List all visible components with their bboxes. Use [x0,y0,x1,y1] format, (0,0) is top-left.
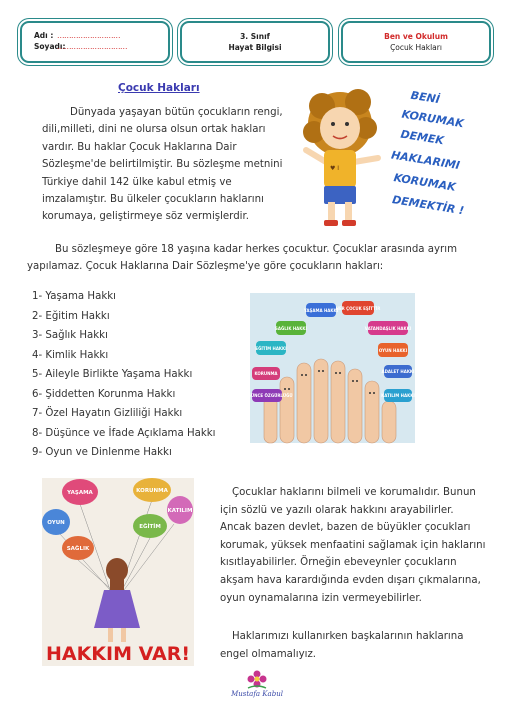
topic-label: Çocuk Hakları [390,43,442,52]
rights-list [32,287,216,463]
bubble-label: OYUN HAKKI [378,348,408,353]
bubble-label: KORUNMA [254,371,278,376]
surname-blank[interactable]: ………………………… [57,42,127,51]
rights-list-item: 4- Kimlik Hakkı [32,349,109,361]
page-title: Çocuk Hakları [118,82,200,94]
child-illustration [300,84,496,234]
balloon-label: KATILIM [167,508,193,514]
flower-icon [212,668,302,690]
bubble-label: HER ÇOCUK EŞİTTİR [335,306,381,311]
intro-paragraph: Dünyada yaşayan bütün çocukların rengi, dili,milleti, dini ne olursa olsun ortak hakları vardır. Bu haklar Çocuk Haklarına Dair Sözleşme'de belirtilmiştir. Bu sözleşme metnini Türkiye dahil 142 ülke kabul etmiş ve imzalamıştır. Bu ülkeler çocukların haklarını korumaya, geliştirmeye söz vermişlerdir. [42,107,283,223]
bubble-label: EĞİTİM HAKKI [255,346,287,351]
rights-list-item: 6- Şiddetten Korunma Hakkı [32,388,176,400]
bubble-label: YAŞAMA HAKKI [303,308,339,313]
rights-list-item: 8- Düşünce ve İfade Açıklama Hakkı [32,427,216,439]
balloon-label: OYUN [47,520,65,526]
grade-label: 3. Sınıf [240,32,270,41]
hands-illustration [241,293,415,443]
name-label: Adı : [34,31,54,40]
slogan-line-3: DEMEK [399,127,445,148]
unit-label: Ben ve Okulum [384,32,448,41]
rights-list-item: 3- Sağlık Hakkı [32,330,108,341]
balloon-label: KORUNMA [136,488,168,494]
slogan-line-4: HAKLARIMI [390,148,461,173]
closing-paragraph: Haklarımızı kullanırken başkalarının haklarına engel olmamalıyız. [220,631,464,660]
balloon-label: YAŞAMA [67,490,93,496]
slogan-line-2: KORUMAK [400,107,465,131]
protection-paragraph: Çocuklar haklarını bilmeli ve korumalıdır. Bunun için sözlü ve yazılı olarak hakkını arayabilirler. Ancak bazen devlet, bazen de büyükler çocukları korumak, yüksek menfaatini sağlamak için haklarını kısıtlayabilirler. Örneğin ebeveynler çocukların akşam hava karardığında evden dışarı çıkmalarına, oyun oynamalarına izin vermeyebilirler. [220,487,486,604]
slogan-line-6: DEMEKTİR ! [391,193,465,218]
svg-text:♥ I: ♥ I [330,165,340,172]
rights-list-item: 2- Eğitim Hakkı [32,310,110,322]
class-info-box [180,21,330,63]
unit-info-box [341,21,491,63]
bubble-label: SAĞLIK HAKKI [275,326,307,331]
author-name: Mustafa Kabul [231,690,283,698]
bubble-label: VATANDAŞLIK HAKKI [364,326,412,331]
bubble-label: ADALET HAKKI [381,369,415,374]
bubble-label: DÜŞÜNCE ÖZGÜRLÜĞÜ [241,393,293,398]
slogan-line-5: KORUMAK [392,171,457,194]
rights-list-item: 1- Yaşama Hakkı [32,291,116,302]
slogan-line-1: BENİ [409,88,441,107]
balloon-label: EĞİTİM [139,524,161,530]
surname-label: Soyadı: [34,42,66,51]
author-signature [212,668,302,704]
subject-label: Hayat Bilgisi [228,43,282,52]
student-info-box [20,21,170,63]
rights-list-item: 5- Aileyle Birlikte Yaşama Hakkı [32,369,193,380]
name-blank[interactable]: ……………………… [57,31,120,40]
girl-balloons-illustration [42,478,194,666]
banner-text: HAKKIM VAR! [45,643,191,665]
age-paragraph: Bu sözleşmeye göre 18 yaşına kadar herkes çocuktur. Çocuklar arasında ayrım yapılamaz. Çocuk Haklarına Dair Sözleşme'ye göre çocukların hakları: [27,244,457,273]
bubble-label: KATILIM HAKKI [381,393,415,398]
rights-list-item: 7- Özel Hayatın Gizliliği Hakkı [32,408,183,419]
balloon-label: SAĞLIK [66,546,90,552]
rights-list-item: 9- Oyun ve Dinlenme Hakkı [32,447,172,458]
